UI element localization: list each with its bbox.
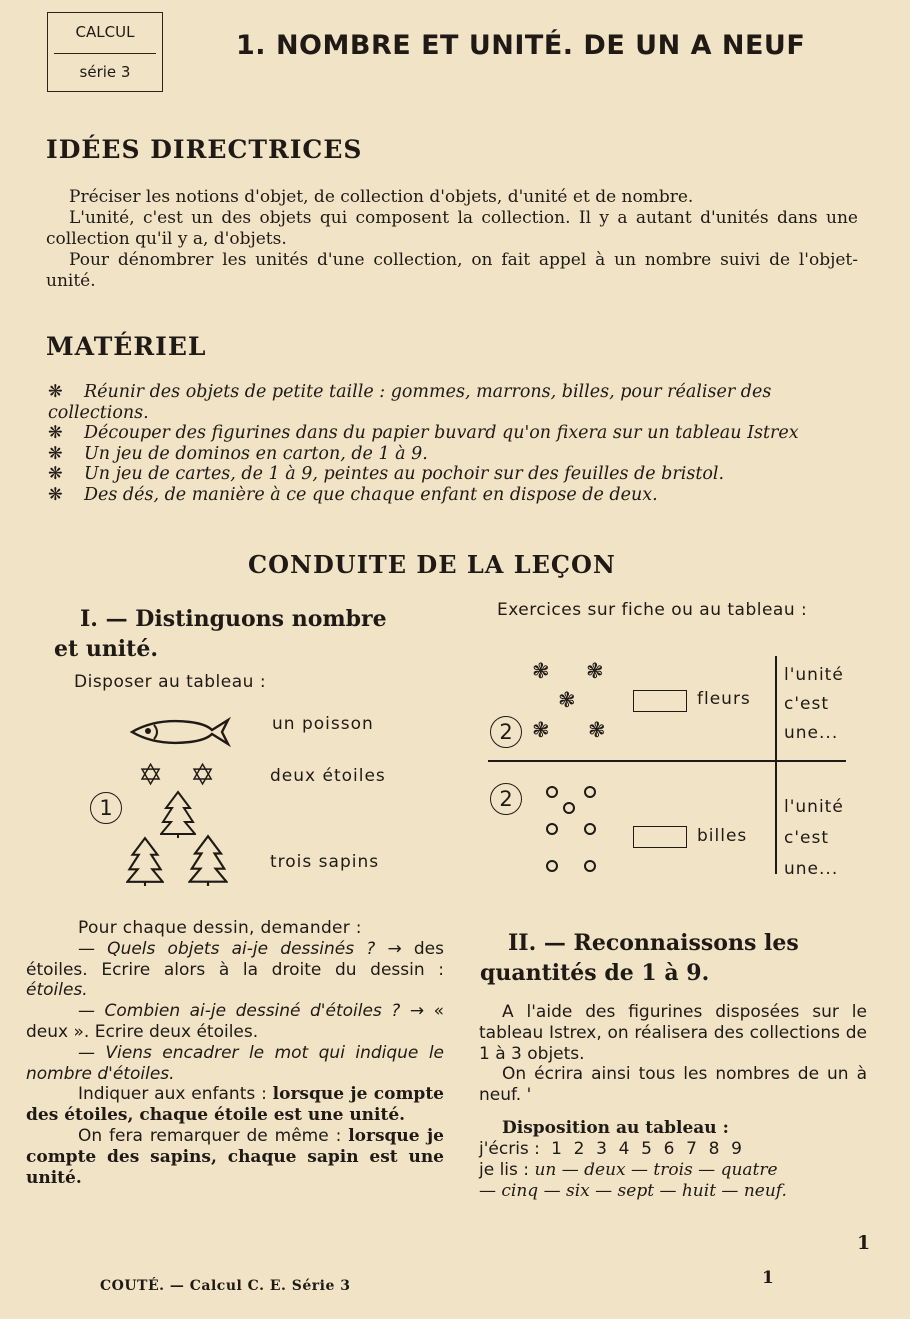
section1-text [26, 918, 444, 1188]
label-trees: trois sapins [270, 852, 380, 872]
materiel-list [48, 382, 858, 505]
lis-words-2: — cinq — six — sept — huit — neuf. [479, 1181, 787, 1201]
asterisk-icon: ❋ [48, 464, 63, 484]
ecris-line [479, 1138, 748, 1160]
lis-words-1: un — deux — trois — quatre [534, 1160, 778, 1180]
answer-box [633, 690, 687, 712]
marble-icon [584, 823, 596, 835]
section1-p3: — Combien ai-je dessiné d'étoiles ? → « deux ». Ecrire deux étoiles. [26, 1001, 444, 1042]
answer-box [633, 826, 687, 848]
section1-p4: — Viens encadrer le mot qui indique le nombre d'étoiles. [26, 1042, 444, 1084]
idees-text [46, 187, 858, 292]
section1-title-line2: et unité. [54, 636, 158, 662]
asterisk-icon: ❋ [48, 423, 63, 443]
fir-tree-icon [126, 836, 164, 890]
label-stars: deux étoiles [270, 766, 386, 786]
disposition-title: Disposition au tableau : [502, 1118, 729, 1138]
footer-credit: COUTÉ. — Calcul C. E. Série 3 [100, 1278, 351, 1294]
grid-horizontal-line [488, 760, 846, 762]
section1-p1: Pour chaque dessin, demander : [78, 918, 362, 938]
digit-list: 1 2 3 4 5 6 7 8 9 [551, 1139, 742, 1159]
asterisk-icon: ❋ [48, 484, 63, 505]
flower-icon: ❃ [588, 718, 606, 742]
marble-icon [563, 802, 575, 814]
fir-tree-icon [188, 834, 228, 890]
marble-icon [584, 860, 596, 872]
section1-p5: Indiquer aux enfants : lorsque je compte des étoiles, chaque étoile est une unité. [26, 1084, 444, 1126]
figure-number-2: 2 [490, 716, 522, 748]
star-of-david-icon: ✡ [138, 758, 164, 793]
section2-title-line1: II. — Reconnaissons les [508, 930, 799, 956]
section1-intro: Disposer au tableau : [74, 672, 267, 692]
asterisk-icon: ❋ [48, 443, 63, 464]
list-item: ❋ Des dés, de manière à ce que chaque enfant en dispose de deux. [48, 484, 658, 505]
ecris-label: j'écris : [479, 1139, 540, 1159]
list-item: ❋ Réunir des objets de petite taille : gommes, marrons, billes, pour réaliser des collections. [48, 382, 772, 423]
section2-p1: A l'aide des figurines disposées sur le tableau Istrex, on réalisera des collections de 1 à 3 objets. [479, 1002, 867, 1064]
page-title: 1. NOMBRE ET UNITÉ. DE UN A NEUF [236, 30, 806, 61]
idees-p3: Pour dénombrer les unités d'une collection, on fait appel à un nombre suivi de l'objet-unité. [46, 250, 858, 291]
exercices-intro: Exercices sur fiche ou au tableau : [497, 600, 808, 620]
flower-icon: ❃ [586, 659, 604, 683]
list-item: ❋ Découper des figurines dans du papier buvard qu'on fixera sur un tableau Istrex [48, 423, 799, 443]
label-fleurs: fleurs [697, 689, 751, 709]
flower-icon: ❃ [532, 659, 550, 683]
fish-icon [128, 714, 232, 750]
marble-icon [546, 786, 558, 798]
section2-title-line2: quantités de 1 à 9. [480, 960, 710, 986]
list-item: ❋ Un jeu de dominos en carton, de 1 à 9. [48, 443, 428, 464]
section1-p6: On fera remarquer de même : lorsque je compte des sapins, chaque sapin est une unité. [26, 1125, 444, 1188]
materiel-title: MATÉRIEL [46, 332, 207, 361]
conduite-title: CONDUITE DE LA LEÇON [248, 550, 616, 579]
label-fish: un poisson [272, 714, 374, 734]
idees-title: IDÉES DIRECTRICES [46, 135, 363, 164]
series-subject: CALCUL [75, 23, 135, 41]
flower-icon: ❃ [532, 718, 550, 742]
section2-p2: On écrira ainsi tous les nombres de un à neuf. ' [479, 1064, 867, 1106]
page-number-right: 1 [857, 1232, 871, 1254]
idees-p1: Préciser les notions d'objet, de collection d'objets, d'unité et de nombre. [69, 187, 694, 207]
section2-text [479, 1002, 867, 1106]
page-number-bottom: 1 [762, 1268, 774, 1288]
label-billes: billes [697, 826, 748, 846]
marble-icon [584, 786, 596, 798]
lis-label: je lis : [479, 1160, 535, 1180]
section1-p2: — Quels objets ai-je dessinés ? → des étoiles. Ecrire alors à la droite du dessin : étoiles. [26, 938, 444, 1001]
unit-note-top: l'unité c'est une... [784, 665, 844, 743]
list-item: ❋ Un jeu de cartes, de 1 à 9, peintes au pochoir sur des feuilles de bristol. [48, 464, 725, 484]
series-number: série 3 [79, 63, 131, 81]
unit-note-bottom: l'unité c'est une... [784, 797, 844, 879]
series-box-rule [54, 53, 156, 54]
marble-icon [546, 860, 558, 872]
section1-title-line1: I. — Distinguons nombre [80, 606, 387, 632]
marble-icon [546, 823, 558, 835]
figure-number-2: 2 [490, 783, 522, 815]
flower-icon: ❃ [558, 688, 576, 712]
series-box [47, 12, 163, 92]
grid-vertical-line [775, 656, 777, 874]
star-of-david-icon: ✡ [190, 758, 216, 793]
lis-line [479, 1160, 778, 1181]
figure-number-1: 1 [90, 792, 122, 824]
idees-p2: L'unité, c'est un des objets qui composent la collection. Il y a autant d'unités dans une collection qu'il y a, d'objets. [46, 208, 858, 249]
asterisk-icon: ❋ [48, 382, 63, 402]
